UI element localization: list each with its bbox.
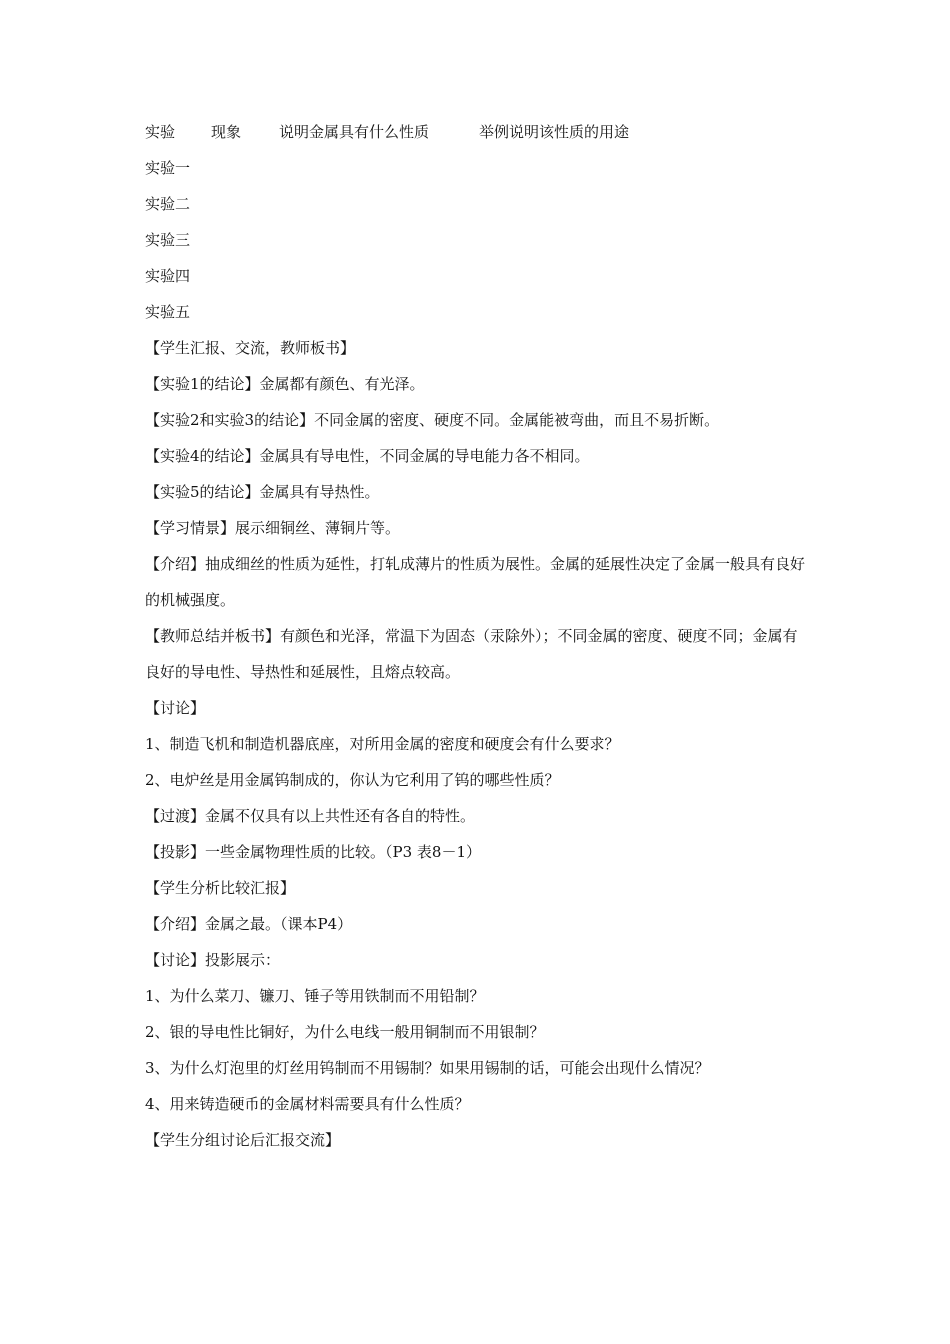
conclusion-4: 【实验4的结论】金属具有导电性，不同金属的导电能力各不相同。: [145, 447, 590, 465]
experiment-row: 实验二: [145, 195, 191, 213]
conclusion-5: 【实验5的结论】金属具有导热性。: [145, 483, 380, 501]
intro-metal-records: 【介绍】金属之最。（课本P4）: [145, 915, 353, 933]
discussion-question-2: 2、电炉丝是用金属钨制成的，你认为它利用了钨的哪些性质？: [145, 771, 560, 789]
conclusion-2-3: 【实验2和实验3的结论】不同金属的密度、硬度不同。金属能被弯曲，而且不易折断。: [145, 411, 720, 429]
header-usage: 举例说明该性质的用途: [479, 123, 630, 141]
projection: 【投影】一些金属物理性质的比较。（P3 表8－1）: [145, 843, 481, 861]
header-experiment: 实验: [145, 123, 176, 141]
group-discussion: 【学生分组讨论后汇报交流】: [145, 1131, 341, 1149]
transition: 【过渡】金属不仅具有以上共性还有各自的特性。: [145, 807, 476, 825]
question-1: 1、为什么菜刀、镰刀、锤子等用铁制而不用铅制？: [145, 987, 485, 1005]
discussion-heading: 【讨论】: [145, 699, 206, 717]
student-report-heading: 【学生汇报、交流，教师板书】: [145, 339, 356, 357]
question-3: 3、为什么灯泡里的灯丝用钨制而不用锡制？如果用锡制的话，可能会出现什么情况？: [145, 1059, 710, 1077]
experiment-row: 实验四: [145, 267, 191, 285]
experiment-row: 实验三: [145, 231, 191, 249]
header-phenomenon: 现象: [211, 123, 242, 141]
document-content: [145, 122, 810, 1166]
intro-paragraph: 【介绍】抽成细丝的性质为延性，打轧成薄片的性质为展性。金属的延展性决定了金属一般具有良好的机械强度。: [145, 555, 806, 609]
conclusion-1: 【实验1的结论】金属都有颜色、有光泽。: [145, 375, 425, 393]
table-header: [145, 122, 810, 142]
experiment-row: 实验一: [145, 159, 191, 177]
experiment-row: 实验五: [145, 303, 191, 321]
student-analysis: 【学生分析比较汇报】: [145, 879, 296, 897]
discussion-projection: 【讨论】投影展示：: [145, 951, 281, 969]
discussion-question-1: 1、制造飞机和制造机器底座，对所用金属的密度和硬度会有什么要求？: [145, 735, 620, 753]
summary-paragraph: 【教师总结并板书】有颜色和光泽，常温下为固态（汞除外）；不同金属的密度、硬度不同；金属有良好的导电性、导热性和延展性，且熔点较高。: [145, 627, 798, 681]
question-2: 2、银的导电性比铜好，为什么电线一般用铜制而不用银制？: [145, 1023, 545, 1041]
question-4: 4、用来铸造硬币的金属材料需要具有什么性质？: [145, 1095, 470, 1113]
learning-scene: 【学习情景】展示细铜丝、薄铜片等。: [145, 519, 401, 537]
header-property: 说明金属具有什么性质: [279, 123, 430, 141]
